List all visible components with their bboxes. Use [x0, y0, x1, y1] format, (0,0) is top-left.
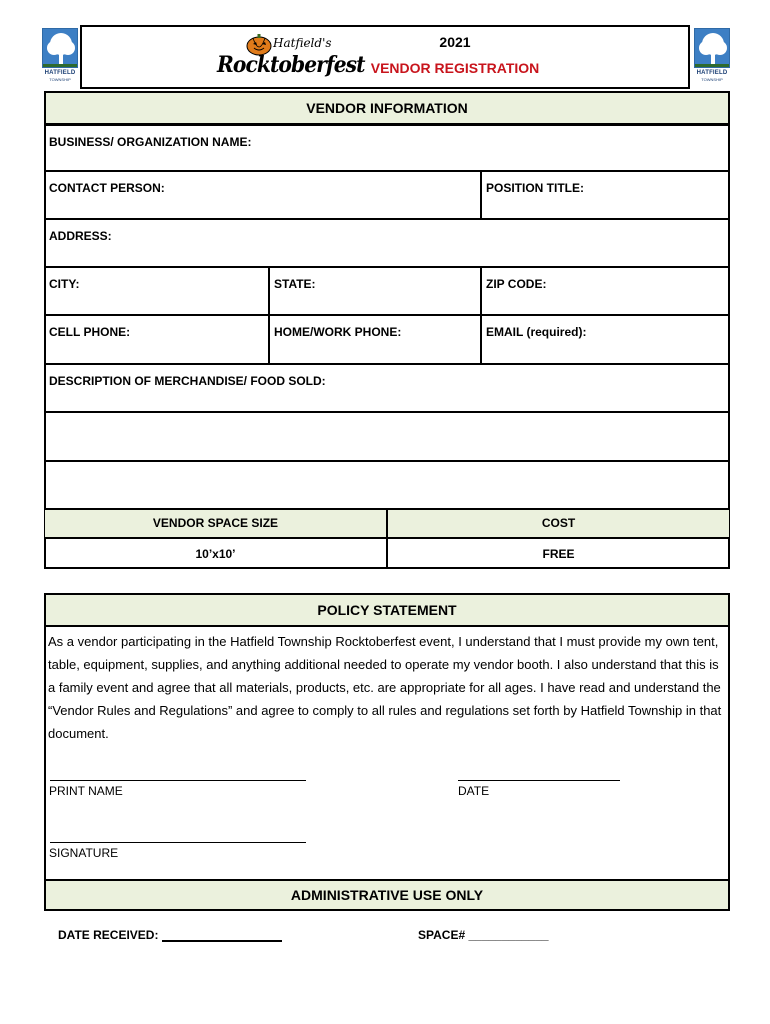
space-number-label: SPACE# [418, 928, 466, 942]
zip-code-field[interactable]: ZIP CODE: [481, 267, 730, 315]
description-line-3[interactable] [44, 461, 730, 509]
header-box [80, 25, 690, 89]
township-name-top: HATFIELD [696, 70, 728, 76]
cost-value: FREE [387, 538, 730, 569]
description-line-2[interactable] [44, 412, 730, 461]
space-size-header: VENDOR SPACE SIZE [44, 509, 387, 538]
rocktoberfest-logo [215, 32, 365, 84]
city-field[interactable]: CITY: [44, 267, 269, 315]
event-year: 2021 [439, 34, 471, 50]
print-name-label: PRINT NAME [49, 784, 123, 798]
state-field[interactable]: STATE: [269, 267, 481, 315]
township-logo-right [694, 28, 730, 86]
date-received-blank[interactable] [162, 930, 282, 942]
print-name-line[interactable] [50, 780, 306, 781]
vendor-info-heading: VENDOR INFORMATION [44, 91, 730, 125]
admin-heading: ADMINISTRATIVE USE ONLY [44, 879, 730, 911]
logo-hatfields-text: Hatfield's [273, 36, 332, 50]
date-line[interactable] [458, 780, 620, 781]
space-number-blank[interactable]: ____________ [468, 928, 549, 942]
space-size-value: 10’x10’ [44, 538, 387, 569]
township-name-bottom: TOWNSHIP [701, 77, 723, 82]
page-title: VENDOR REGISTRATION [370, 60, 540, 76]
date-received-label: DATE RECEIVED: [58, 928, 159, 942]
address-field[interactable]: ADDRESS: [44, 219, 730, 267]
description-field[interactable]: DESCRIPTION OF MERCHANDISE/ FOOD SOLD: [44, 364, 730, 412]
position-title-field[interactable]: POSITION TITLE: [481, 171, 730, 219]
township-name-top: HATFIELD [44, 70, 76, 76]
township-logo-left [42, 28, 78, 86]
cost-header: COST [387, 509, 730, 538]
tree-icon [42, 28, 78, 68]
email-field[interactable]: EMAIL (required): [481, 315, 730, 364]
date-received-row [58, 928, 282, 942]
township-name-bottom: TOWNSHIP [49, 77, 71, 82]
business-name-field[interactable]: BUSINESS/ ORGANIZATION NAME: [44, 125, 730, 171]
cell-phone-field[interactable]: CELL PHONE: [44, 315, 269, 364]
date-label: DATE [458, 784, 490, 798]
space-number-row [418, 928, 549, 942]
home-work-phone-field[interactable]: HOME/WORK PHONE: [269, 315, 481, 364]
contact-person-field[interactable]: CONTACT PERSON: [44, 171, 481, 219]
policy-heading: POLICY STATEMENT [44, 593, 730, 627]
signature-line[interactable] [50, 842, 306, 843]
tree-icon [694, 28, 730, 68]
policy-statement-text: As a vendor participating in the Hatfield Township Rocktoberfest event, I understand that I must provide my own tent, table, equipment, supplies, and anything additional needed to operate my vendor booth. I also understand that this is a family event and agree that all materials, products, etc. are appropriate for all ages. I have read and understand the “Vendor Rules and Regulations” and agree to comply to all rules and regulations set forth by Hatfield Township in that document. [48, 634, 722, 741]
signature-label: SIGNATURE [49, 846, 119, 860]
logo-rocktoberfest-text: Rocktoberfest [217, 52, 365, 78]
